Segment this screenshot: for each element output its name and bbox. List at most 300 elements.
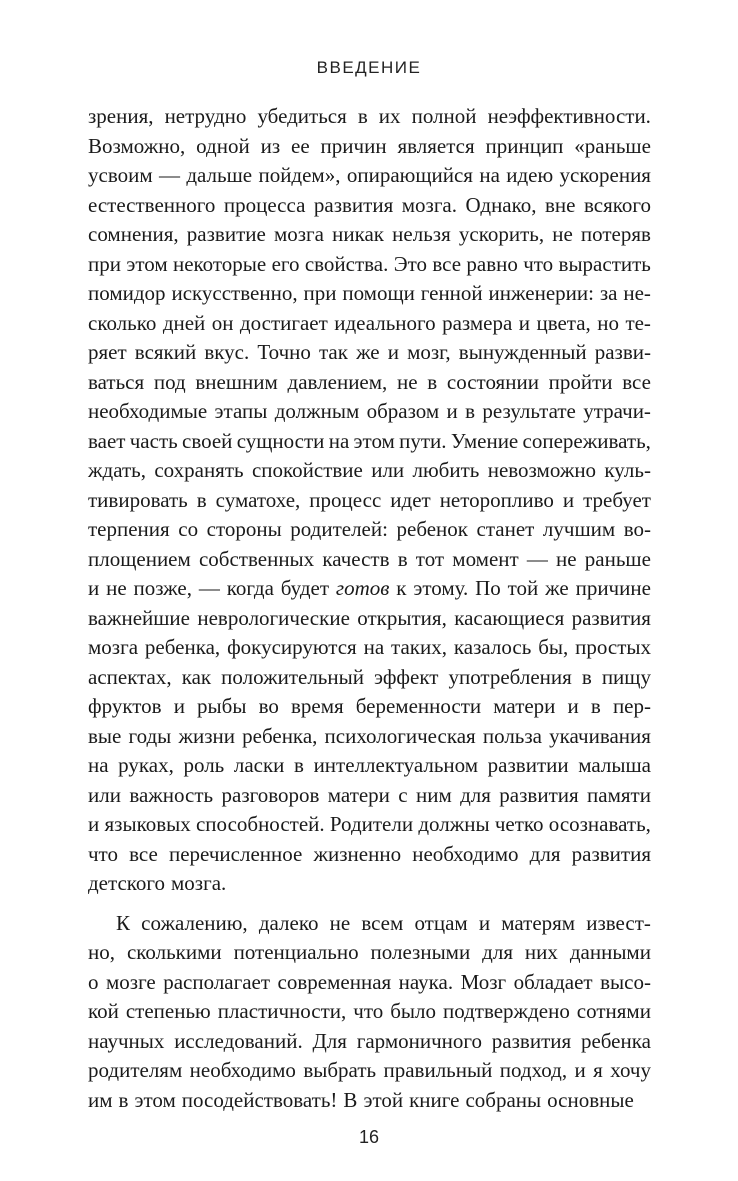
word: сотнями: [576, 999, 651, 1023]
word: не: [552, 222, 573, 246]
word: естественного: [88, 192, 216, 217]
word: простых: [575, 635, 651, 659]
word: помидор: [88, 281, 166, 305]
word: роль: [183, 753, 225, 777]
paragraph: [88, 102, 651, 899]
word: неэффективности.: [487, 104, 651, 128]
word: пойдем»,: [258, 163, 341, 187]
text-line: [88, 722, 651, 752]
word: нетрудно: [164, 104, 247, 128]
word: кой: [88, 999, 119, 1023]
word: как: [181, 664, 212, 689]
text-line: [88, 633, 651, 663]
word: куль-: [604, 458, 651, 482]
word: и: [88, 576, 100, 600]
text-line: [88, 869, 651, 899]
word: языковых: [104, 812, 191, 836]
word: суматохе,: [215, 487, 301, 512]
word: аспектах,: [88, 664, 172, 689]
word: развития: [499, 782, 579, 807]
word: генной: [420, 281, 483, 305]
word: процесс: [309, 487, 382, 512]
text-line: [88, 997, 651, 1027]
word: той: [507, 576, 539, 600]
text-line: [88, 191, 651, 221]
word: тот: [415, 546, 445, 571]
word: мозга: [88, 635, 139, 659]
word: не: [397, 369, 418, 394]
text-line: [88, 132, 651, 162]
word: В: [343, 1087, 358, 1112]
paragraph-gap: [88, 899, 651, 909]
text-line: [88, 338, 651, 368]
word: сожалению,: [141, 910, 248, 935]
word: хочу: [610, 1058, 651, 1082]
text-line: [88, 968, 651, 998]
word: перечисленное: [168, 841, 303, 866]
word: все: [432, 251, 462, 276]
word: цвета,: [536, 310, 591, 335]
word: любить: [412, 458, 480, 482]
word: разви-: [594, 340, 651, 364]
word: далеко: [258, 910, 319, 935]
word: этом: [126, 251, 168, 276]
word: родителям: [88, 1058, 183, 1082]
word: вает: [88, 428, 126, 453]
word: станет: [476, 517, 535, 541]
word: собственных: [198, 546, 315, 571]
word: но: [597, 310, 619, 335]
text-line: [88, 938, 651, 968]
word: жизненно: [313, 841, 402, 866]
word: Умение: [450, 428, 519, 453]
word: те-: [625, 310, 651, 335]
word: ласки: [233, 753, 285, 777]
text-line: [88, 515, 651, 545]
word: во: [258, 694, 279, 718]
word: утрачи-: [583, 399, 651, 423]
word: в: [427, 369, 438, 394]
word: полезными: [370, 940, 471, 964]
word: ваться: [88, 369, 145, 394]
word: пути.: [399, 428, 447, 453]
word: но,: [88, 940, 115, 964]
word: мозге: [105, 969, 156, 994]
word: идею: [506, 163, 554, 187]
word: открытия,: [357, 605, 447, 630]
word: всякий: [134, 340, 197, 364]
word: подход,: [499, 1058, 568, 1082]
word: в: [357, 104, 368, 128]
word: является: [397, 133, 475, 158]
word: тивировать: [88, 487, 188, 512]
word: сколькими: [126, 940, 222, 964]
word: все: [622, 369, 651, 394]
word: опирающийся: [346, 163, 473, 187]
text-line: [88, 810, 651, 840]
word: отцам: [414, 910, 468, 935]
word: со: [178, 517, 199, 541]
text-line: [88, 279, 651, 309]
word: ускорения: [559, 163, 651, 187]
word: психологическая: [324, 723, 476, 748]
text-line: [88, 220, 651, 250]
word: пластичности,: [217, 999, 347, 1023]
word: вне: [545, 192, 576, 217]
word: важность: [129, 782, 214, 807]
word: причине: [575, 576, 651, 600]
word: высо-: [600, 969, 651, 994]
word: готов: [335, 576, 390, 600]
word: —: [158, 163, 180, 187]
word: к: [396, 576, 407, 600]
text-line: [88, 309, 651, 339]
word: усвоим: [88, 163, 153, 187]
word: не-: [623, 281, 651, 305]
word: из: [260, 133, 281, 158]
word: состоянии: [446, 369, 539, 394]
word: вкус.: [204, 340, 250, 364]
word: сущности: [236, 428, 325, 453]
word: пер-: [612, 694, 651, 718]
word: в: [465, 399, 476, 423]
word: развитие: [186, 222, 266, 246]
text-line: [88, 751, 651, 781]
word: не: [106, 576, 127, 600]
word: вырастить: [558, 251, 651, 276]
word: посодействовать!: [181, 1087, 338, 1112]
word: наука.: [398, 969, 454, 994]
word: раньше: [584, 546, 651, 571]
word: идеального: [334, 310, 436, 335]
word: развития: [571, 605, 651, 630]
word: вые: [88, 723, 122, 748]
word: исследований.: [174, 1028, 303, 1053]
word: при: [303, 281, 337, 305]
word: время: [290, 694, 344, 718]
word: книге: [409, 1087, 460, 1112]
word: всякого: [583, 192, 651, 217]
word: образом: [366, 399, 440, 423]
word: обладает: [513, 969, 593, 994]
word: терпения: [88, 517, 170, 541]
word: давлением,: [287, 369, 388, 394]
text-line: [88, 250, 651, 280]
word: развития: [571, 841, 651, 866]
text-line: [88, 368, 651, 398]
word: этой: [363, 1087, 404, 1112]
word: Возможно,: [88, 133, 186, 158]
word: принцип: [485, 133, 564, 158]
word: Точно: [257, 340, 311, 364]
word: дальше: [186, 163, 253, 187]
word: для: [529, 841, 561, 866]
word: и: [88, 812, 100, 836]
word: сомнения,: [88, 222, 179, 246]
word: стороны: [206, 517, 282, 541]
word: некоторые: [172, 251, 267, 276]
word: подтверждено: [442, 999, 570, 1023]
text-line: [88, 1056, 651, 1086]
word: ребенок: [396, 517, 468, 541]
word: матерям: [501, 910, 576, 935]
word: польза: [482, 723, 542, 748]
word: ним: [415, 782, 452, 807]
word: для: [482, 940, 513, 964]
word: при: [88, 251, 121, 276]
word: сопереживать,: [522, 428, 651, 453]
text-line: [88, 427, 651, 457]
word: мозг,: [407, 340, 451, 364]
word: на: [328, 428, 350, 453]
word: ребенка,: [242, 723, 318, 748]
word: неторопливо: [439, 487, 554, 512]
word: в: [581, 664, 592, 689]
word: нельзя: [392, 222, 451, 246]
word: в: [397, 546, 408, 571]
word: всем: [361, 910, 404, 935]
word: положительный: [221, 664, 364, 689]
word: ее: [291, 133, 310, 158]
word: причин: [320, 133, 387, 158]
word: этапы: [214, 399, 268, 423]
word: матери: [327, 782, 390, 807]
word: фокусируются: [227, 635, 357, 659]
word: полной: [411, 104, 477, 128]
word: осознавать,: [548, 812, 651, 836]
word: способностей.: [195, 812, 325, 836]
word: и: [562, 487, 575, 512]
word: развитии: [487, 753, 569, 777]
word: Это: [393, 251, 427, 276]
word: важнейшие: [88, 605, 190, 630]
text-line: [88, 161, 651, 191]
word: искусственно,: [171, 281, 298, 305]
word: развития: [491, 1028, 572, 1053]
text-line: [88, 692, 651, 722]
word: касающиеся: [454, 605, 565, 630]
word: так: [318, 340, 348, 364]
word: им: [88, 1087, 113, 1112]
text-line: [88, 1027, 651, 1057]
word: или: [88, 782, 121, 807]
word: правильный: [383, 1058, 493, 1082]
text-line: [88, 840, 651, 870]
word: часть: [129, 428, 178, 453]
word: должным: [274, 399, 360, 423]
word: четко: [494, 812, 544, 836]
word: зрения,: [88, 104, 154, 128]
word: момент: [452, 546, 519, 571]
word: одной: [196, 133, 250, 158]
word: он: [211, 310, 234, 335]
word: достигает: [239, 310, 328, 335]
word: необходимо: [189, 1058, 296, 1082]
word: научных: [88, 1028, 165, 1053]
text-line: [88, 604, 651, 634]
word: бы,: [538, 635, 569, 659]
text-line: [88, 102, 651, 132]
word: что: [88, 841, 118, 866]
text-line: [88, 574, 651, 604]
word: развития: [313, 192, 394, 217]
word: ускорить,: [458, 222, 545, 246]
word: пищу: [601, 664, 651, 689]
page-number: 16: [358, 1127, 380, 1147]
word: собраны: [465, 1087, 542, 1112]
word: под: [153, 369, 186, 394]
word: невозможно: [487, 458, 597, 482]
word: —: [526, 546, 548, 571]
word: необходимо: [412, 841, 519, 866]
word: и: [518, 310, 531, 335]
word: о: [88, 969, 99, 994]
word: малыша: [578, 753, 651, 777]
word: и: [387, 340, 399, 364]
word: позже,: [133, 576, 192, 600]
word: что: [353, 999, 384, 1023]
word: неврологические: [197, 605, 350, 630]
word: в: [294, 753, 304, 777]
word: и: [574, 1058, 586, 1082]
word: никак: [332, 222, 385, 246]
word: убедиться: [257, 104, 347, 128]
word: «раньше: [574, 133, 651, 158]
word: мозга.: [401, 192, 458, 217]
word: сколько: [88, 310, 157, 335]
word: основные: [547, 1087, 634, 1112]
word: фруктов: [88, 694, 162, 718]
word: ребенка: [580, 1028, 651, 1053]
text-line: [88, 663, 651, 693]
word: Родители: [329, 812, 414, 836]
text-line: [88, 456, 651, 486]
word: результате: [482, 399, 576, 423]
word: процесса: [223, 192, 306, 217]
word: спокойствие: [251, 458, 363, 482]
word: инженерии:: [488, 281, 594, 305]
word: на: [479, 163, 500, 187]
word: во-: [623, 517, 651, 541]
word: качеств: [322, 546, 390, 571]
word: на: [88, 753, 109, 777]
word: степенью: [125, 999, 211, 1023]
text-line: [88, 397, 651, 427]
word: таких,: [391, 635, 447, 659]
word: идет: [390, 487, 431, 512]
word: годы: [128, 723, 172, 748]
word: что: [523, 251, 554, 276]
word: интеллектуальном: [313, 753, 479, 777]
word: и: [173, 694, 185, 718]
text-line: [88, 909, 651, 939]
word: ряет: [88, 340, 127, 364]
word: К: [116, 910, 131, 935]
paragraph: [88, 909, 651, 1116]
word: за: [599, 281, 618, 305]
word: и: [446, 399, 458, 423]
word: же: [356, 340, 380, 364]
word: пройти: [548, 369, 613, 394]
word: Однако,: [465, 192, 537, 217]
word: помощи: [342, 281, 415, 305]
word: внешним: [195, 369, 278, 394]
word: должны: [418, 812, 490, 836]
word: По: [475, 576, 501, 600]
word: равно: [466, 251, 518, 276]
word: будет: [280, 576, 330, 600]
word: в: [118, 1087, 129, 1112]
word: его: [271, 251, 300, 276]
word: родителей:: [290, 517, 388, 541]
word: ждать,: [88, 458, 146, 482]
word: в: [590, 694, 601, 718]
word: этому.: [413, 576, 469, 600]
word: мозга.: [171, 871, 227, 895]
word: сохранять: [154, 458, 244, 482]
word: современная: [277, 969, 392, 994]
word: выбрать: [303, 1058, 377, 1082]
word: дней: [162, 310, 206, 335]
word: и: [567, 694, 579, 718]
word: данными: [569, 940, 651, 964]
word: и: [478, 910, 491, 935]
word: рыбы: [197, 694, 247, 718]
text-line: [88, 545, 651, 575]
word: матери: [493, 694, 556, 718]
word: извест-: [586, 910, 651, 935]
word: не: [329, 910, 351, 935]
word: с: [398, 782, 408, 807]
word: казалось: [453, 635, 532, 659]
word: когда: [226, 576, 274, 600]
word: жизни: [178, 723, 235, 748]
word: требует: [583, 487, 651, 512]
word: все: [129, 841, 158, 866]
word: употребления: [448, 664, 572, 689]
word: мозга: [273, 222, 324, 246]
word: своей: [182, 428, 233, 453]
word: потеряв: [580, 222, 651, 246]
text-line: [88, 781, 651, 811]
body-text: [88, 102, 651, 1115]
word: них: [524, 940, 558, 964]
word: беременности: [355, 694, 482, 718]
word: для: [460, 782, 491, 807]
word: вынужденный: [458, 340, 587, 364]
word: их: [378, 104, 401, 128]
word: Мозг: [460, 969, 507, 994]
word: на: [363, 635, 385, 659]
word: было: [390, 999, 436, 1023]
word: эффект: [374, 664, 439, 689]
text-line: [88, 1086, 651, 1116]
word: гармоничного: [356, 1028, 483, 1053]
word: памяти: [587, 782, 651, 807]
word: —: [198, 576, 220, 600]
word: Для: [312, 1028, 347, 1053]
word: потенциально: [233, 940, 359, 964]
word: этом: [353, 428, 395, 453]
word: располагает: [163, 969, 271, 994]
word: этом: [134, 1087, 176, 1112]
word: ребенка,: [144, 635, 221, 659]
word: площением: [88, 546, 191, 571]
running-header: ВВЕДЕНИЕ: [316, 58, 422, 77]
word: же: [545, 576, 569, 600]
word: в: [196, 487, 207, 512]
word: я: [593, 1058, 603, 1082]
